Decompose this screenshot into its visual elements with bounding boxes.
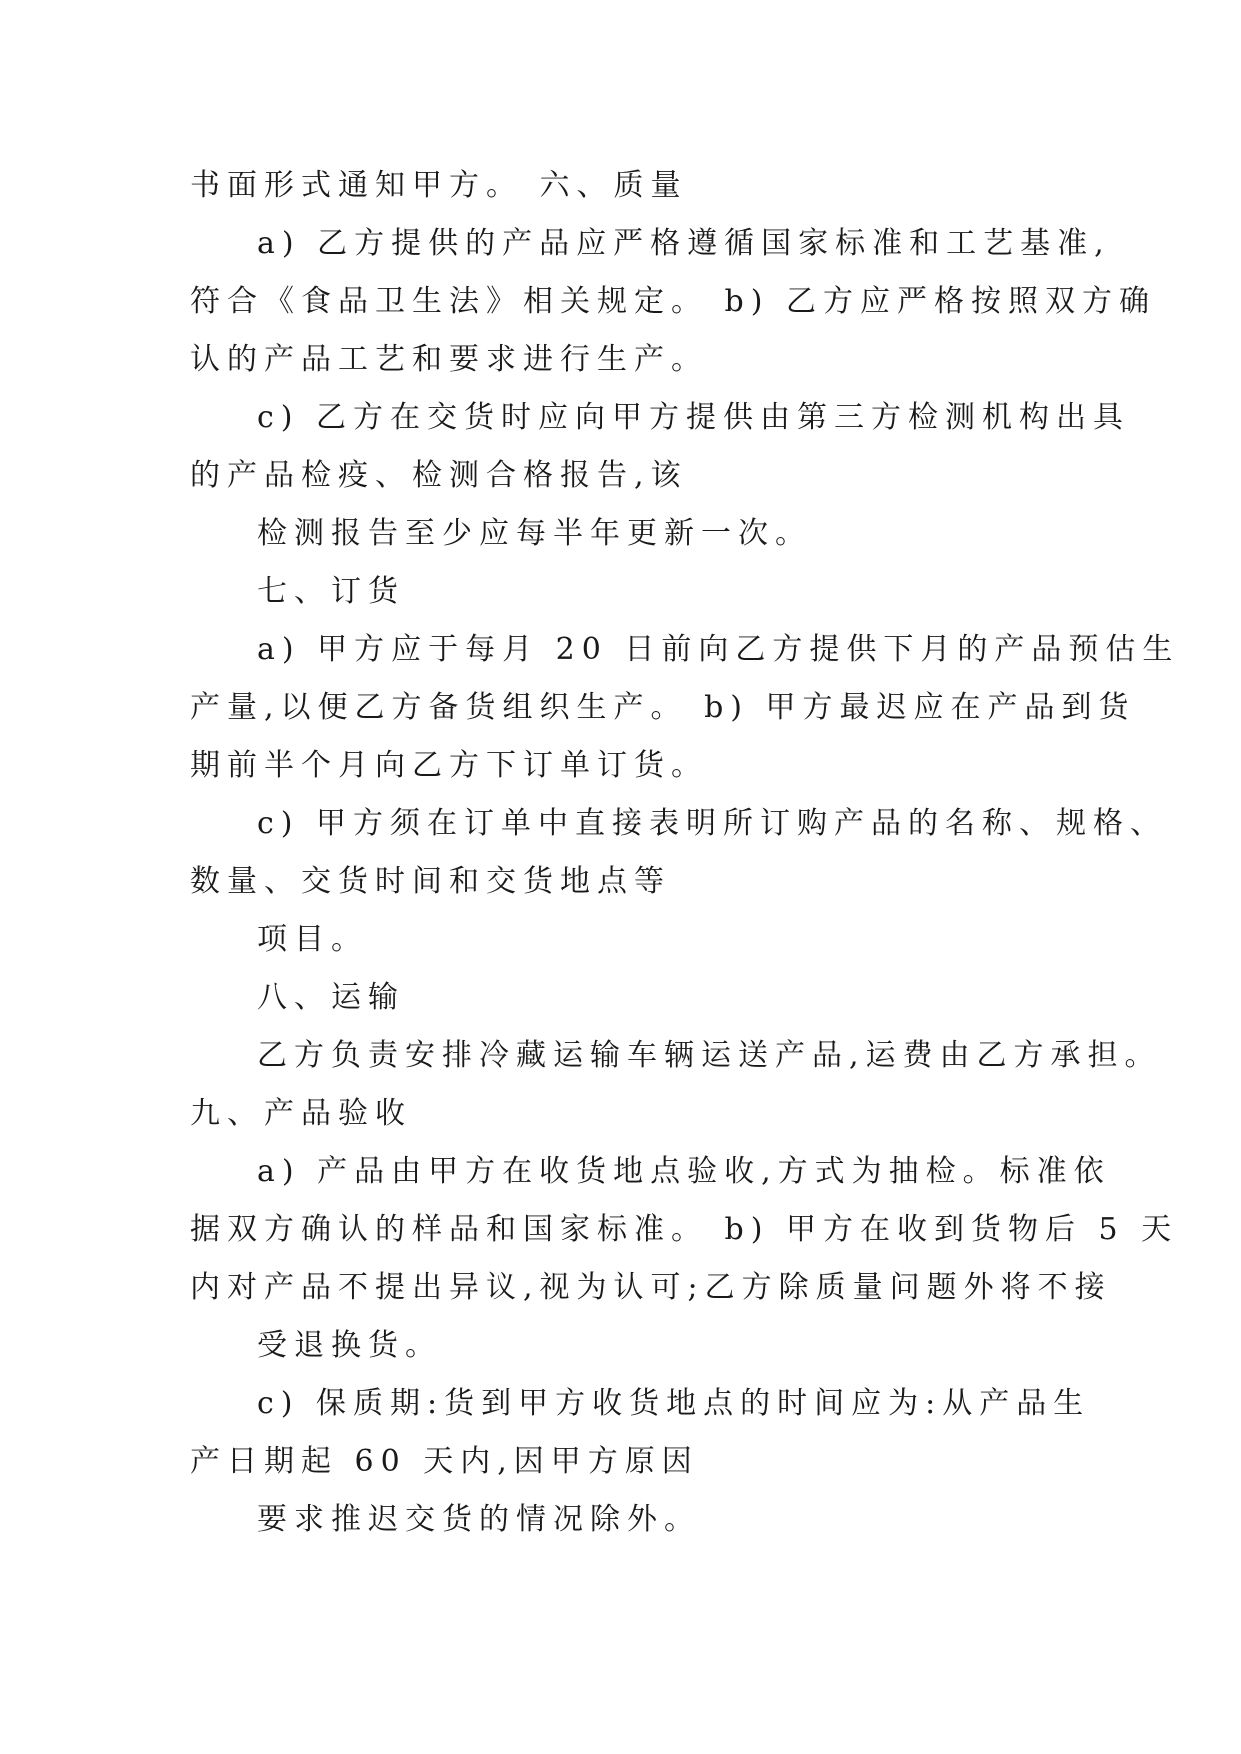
text-line: c) 保质期:货到甲方收货地点的时间应为:从产品生 xyxy=(257,1386,1091,1421)
text-line: 受退换货。 xyxy=(257,1328,442,1363)
text-line: a) 乙方提供的产品应严格遵循国家标准和工艺基准, xyxy=(257,226,1111,261)
section-heading: 八、运输 xyxy=(257,980,405,1015)
text-line: 检测报告至少应每半年更新一次。 xyxy=(257,516,812,551)
text-line: 的产品检疫、检测合格报告,该 xyxy=(190,458,688,493)
text-line: 项目。 xyxy=(257,922,368,957)
text-line: 数量、交货时间和交货地点等 xyxy=(190,864,671,899)
text-line: 要求推迟交货的情况除外。 xyxy=(257,1502,701,1537)
text-line: c) 甲方须在订单中直接表明所订购产品的名称、规格、 xyxy=(257,806,1168,841)
text-line: c) 乙方在交货时应向甲方提供由第三方检测机构出具 xyxy=(257,400,1131,435)
text-line: 乙方负责安排冷藏运输车辆运送产品,运费由乙方承担。 xyxy=(257,1038,1162,1073)
section-heading: 七、订货 xyxy=(257,574,405,609)
text-line: 产日期起 60 天内,因甲方原因 xyxy=(190,1444,699,1479)
text-line: 内对产品不提出异议,视为认可;乙方除质量问题外将不接 xyxy=(190,1270,1112,1305)
section-heading: 九、产品验收 xyxy=(190,1096,412,1131)
text-line: 书面形式通知甲方。 六、质量 xyxy=(190,168,688,203)
text-line: 期前半个月向乙方下订单订货。 xyxy=(190,748,708,783)
text-line: 产量,以便乙方备货组织生产。 b) 甲方最迟应在产品到货 xyxy=(190,690,1136,725)
text-line: 认的产品工艺和要求进行生产。 xyxy=(190,342,708,377)
text-line: a) 甲方应于每月 20 日前向乙方提供下月的产品预估生 xyxy=(257,632,1180,667)
text-line: 据双方确认的样品和国家标准。 b) 甲方在收到货物后 5 天 xyxy=(190,1212,1179,1247)
text-line: a) 产品由甲方在收货地点验收,方式为抽检。标准依 xyxy=(257,1154,1111,1189)
text-line: 符合《食品卫生法》相关规定。 b) 乙方应严格按照双方确 xyxy=(190,284,1156,319)
